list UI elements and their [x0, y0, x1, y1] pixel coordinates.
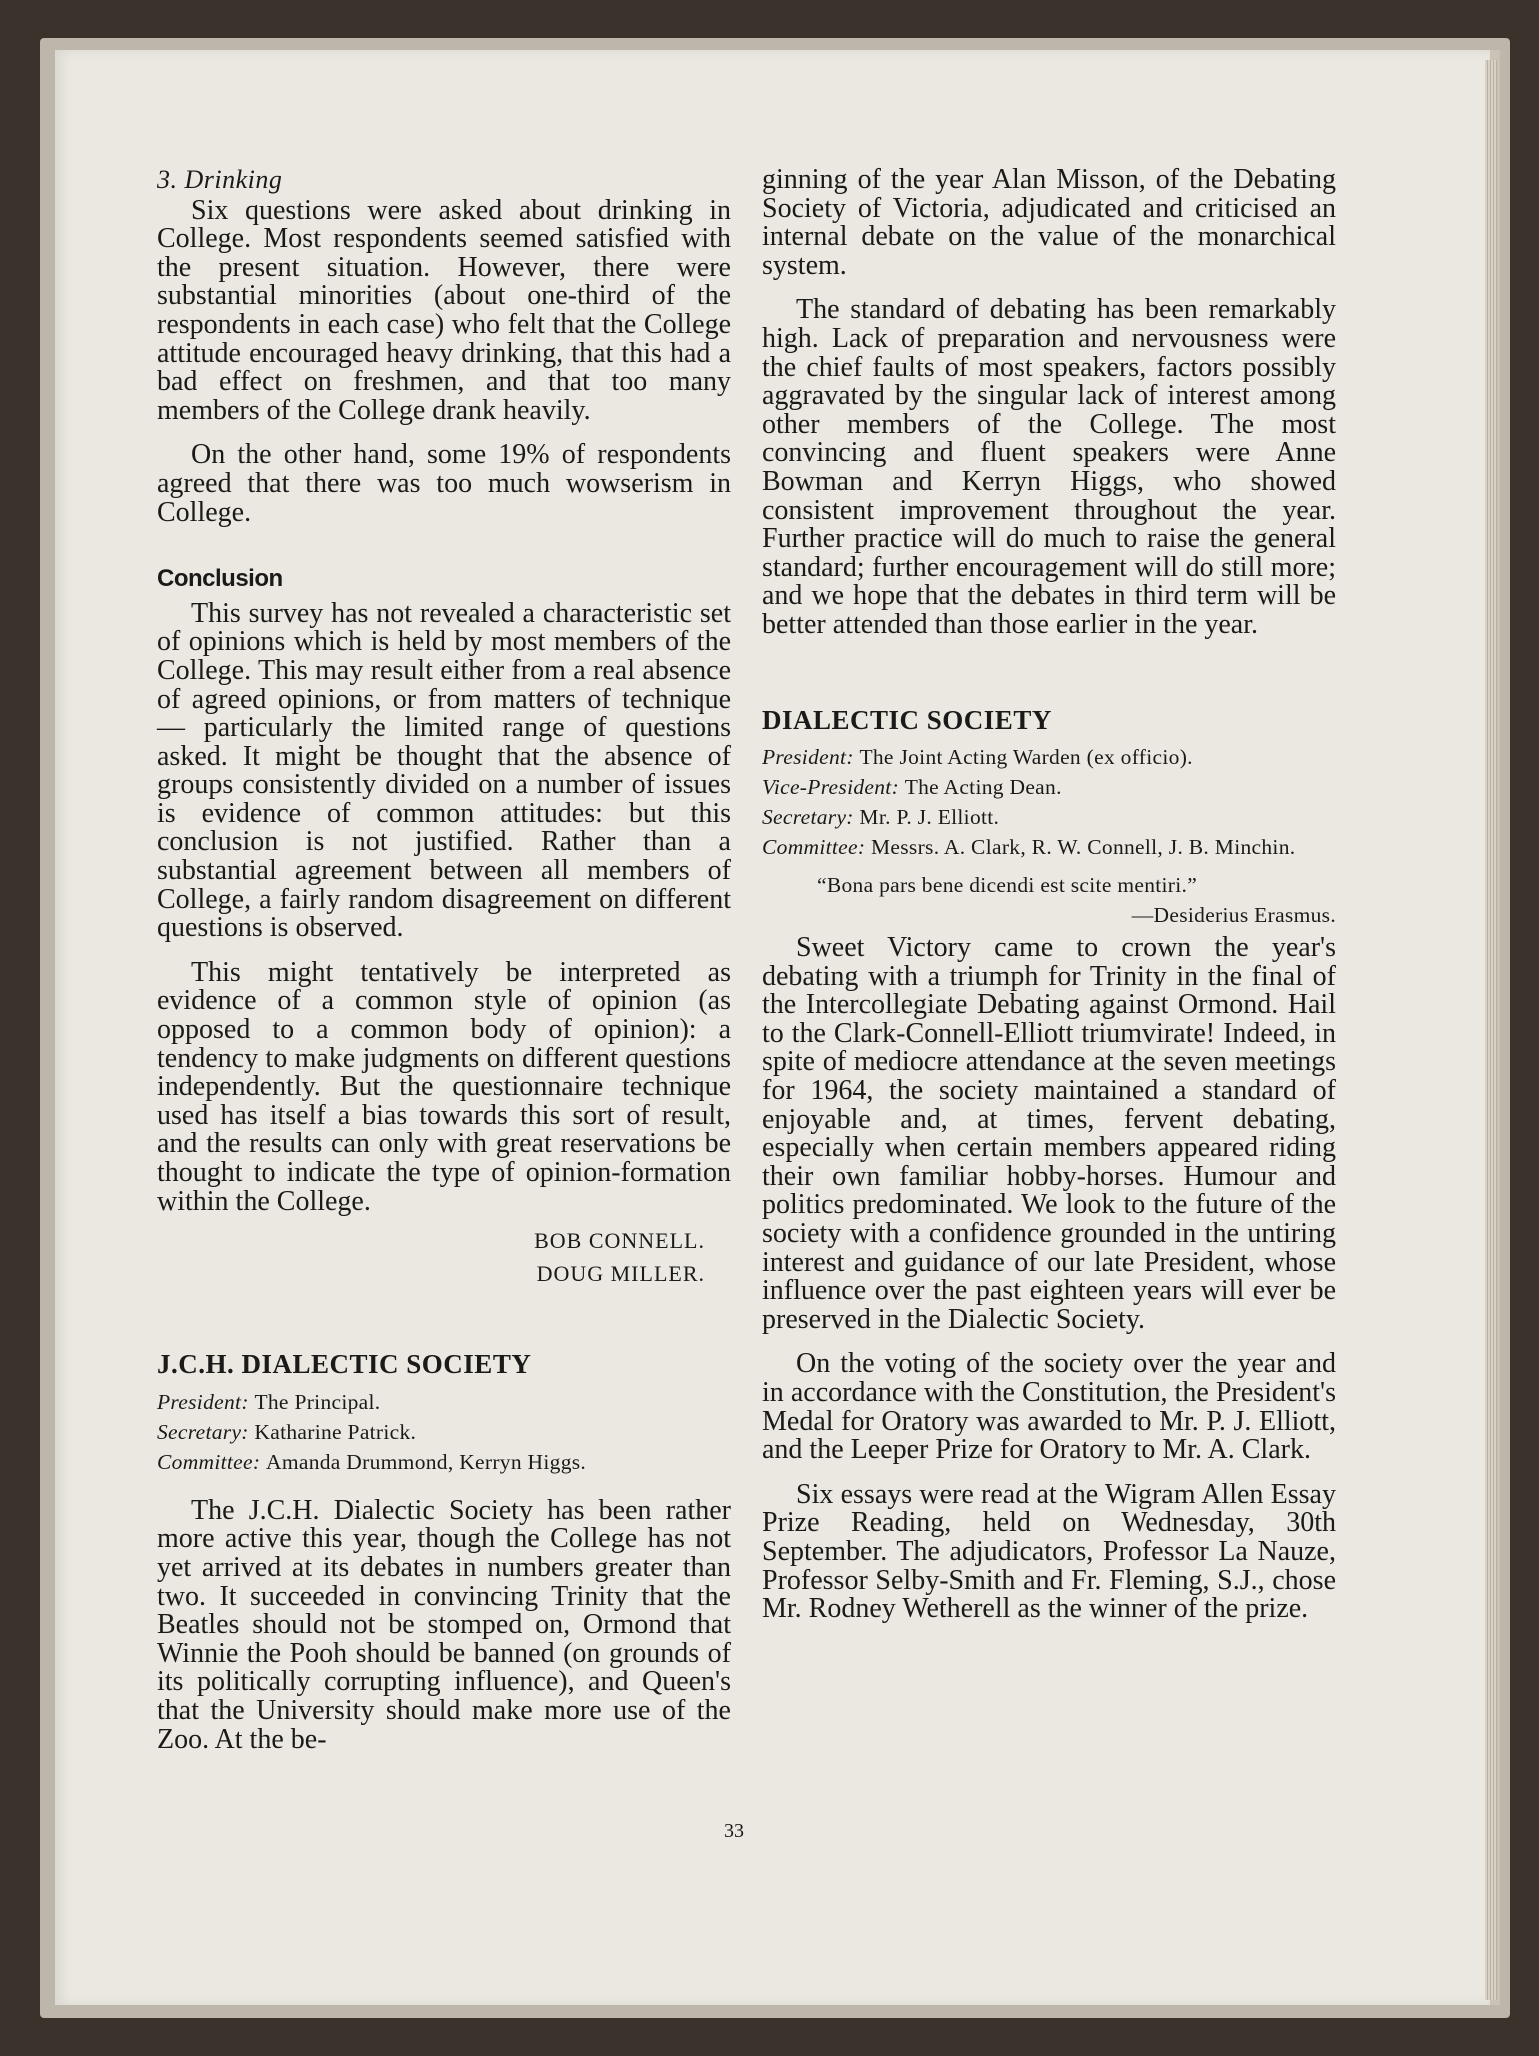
drinking-heading: 3. Drinking: [157, 165, 283, 194]
jch-committee-names: Amanda Drummond, Kerryn Higgs.: [266, 1449, 587, 1474]
conclusion-heading: Conclusion: [157, 565, 283, 593]
dialectic-paragraph-1: Sweet Victory came to crown the year's debating with a triumph for Trinity in the final of the Intercollegiate Debating against Ormond. Hail to the Clark-Connell-Elliott triumvirate! Indeed, in spite of mediocre attendance at the seven meetings for 1964, the society maintained a standard of enjoyable and, at times, fervent debating, especially when certain members appeared riding their own familiar hobby-horses. Humour and politics predominated. We look to the future of the society with a confidence grounded in the untiring interest and guidance of our late President, whose influence over the past eighteen years will ever be preserved in the Dialectic Society.: [762, 932, 1336, 1335]
jch-committee-role: Committee: [157, 1449, 253, 1474]
jch-committee-line: Committee: Amanda Drummond, Kerryn Higgs.: [157, 1449, 587, 1474]
latin-quote: “Bona pars bene dicendi est scite mentiri.”: [817, 873, 1198, 898]
left-column: [157, 166, 731, 1754]
president-role: President: [762, 745, 847, 770]
drinking-paragraph-2: On the other hand, some 19% of respondents agreed that there was too much wowserism in College.: [157, 439, 731, 528]
jch-president-name: The Principal.: [254, 1389, 381, 1414]
jch-president-role: President: [157, 1389, 242, 1414]
vice-president-name: The Acting Dean.: [904, 775, 1062, 800]
jch-secretary-role: Secretary: [157, 1419, 242, 1444]
president-name: The Joint Acting Warden (ex officio).: [859, 745, 1193, 770]
jch-secretary-line: Secretary: Katharine Patrick.: [157, 1419, 417, 1444]
right-column: [762, 166, 1336, 1624]
secretary-role: Secretary: [762, 805, 847, 830]
dialectic-paragraph-2: On the voting of the society over the year and in accordance with the Constitution, the President's Medal for Oratory was awarded to Mr. P. J. Elliott, and the Leeper Prize for Oratory to Mr. A. Clark.: [762, 1348, 1336, 1466]
dialectic-society-heading: DIALECTIC SOCIETY: [762, 704, 1052, 735]
conclusion-paragraph-1: This survey has not revealed a characteristic set of opinions which is held by most members of the College. This may result either from a real absence of agreed opinions, or from matters of technique — particularly the limited range of questions asked. It might be thought that the absence of groups consistently divided on a number of issues is evidence of common attitudes: but this conclusion is not justified. Rather than a substantial agreement between all members of College, a fairly random disagreement on different questions is observed.: [157, 597, 731, 944]
conclusion-paragraph-2: This might tentatively be interpreted as evidence of a common style of opinion (as opposed to a common body of opinion): a tendency to make judgments on different questions independently. But the questionnaire technique used has itself a bias towards this sort of result, and the results can only with great reservations be thought to indicate the type of opinion-formation within the College.: [157, 956, 731, 1217]
secretary-name: Mr. P. J. Elliott.: [859, 805, 1000, 830]
page-number: 33: [724, 1820, 744, 1842]
jch-dialectic-heading: J.C.H. DIALECTIC SOCIETY: [157, 1349, 532, 1380]
signature-connell: BOB CONNELL.: [534, 1228, 705, 1254]
vice-president-role: Vice-President: [762, 775, 892, 800]
committee-role: Committee: [762, 835, 858, 860]
jch-secretary-name: Katharine Patrick.: [254, 1419, 417, 1444]
jch-paragraph-1: The J.C.H. Dialectic Society has been rather more active this year, though the College has not yet arrived at its debates in numbers greater than two. It succeeded in convincing Trinity that the Beatles should not be stomped on, Ormond that Winnie the Pooh should be banned (on grounds of its politically corrupting influence), and Queen's that the University should make more use of the Zoo. At the be-: [157, 1494, 731, 1755]
committee-line: Committee: Messrs. A. Clark, R. W. Connell, J. B. Minchin.: [762, 835, 1296, 860]
jch-paragraph-1-continued: ginning of the year Alan Misson, of the Debating Society of Victoria, adjudicated and criticised an internal debate on the value of the monarchical system.: [762, 164, 1336, 281]
jch-president-line: President: The Principal.: [157, 1389, 381, 1414]
vice-president-line: Vice-President: The Acting Dean.: [762, 775, 1062, 800]
quote-attribution: —Desiderius Erasmus.: [1131, 903, 1336, 928]
drinking-paragraph-1: Six questions were asked about drinking in College. Most respondents seemed satisfied with the present situation. However, there were substantial minorities (about one-third of the respondents in each case) who felt that the College attitude encouraged heavy drinking, that this had a bad effect on freshmen, and that too many members of the College drank heavily.: [157, 194, 731, 426]
secretary-line: Secretary: Mr. P. J. Elliott.: [762, 805, 1000, 830]
dialectic-paragraph-3: Six essays were read at the Wigram Allen Essay Prize Reading, held on Wednesday, 30th September. The adjudicators, Professor La Nauze, Professor Selby-Smith and Fr. Fleming, S.J., chose Mr. Rodney Wetherell as the winner of the prize.: [762, 1478, 1336, 1625]
committee-names: Messrs. A. Clark, R. W. Connell, J. B. Minchin.: [871, 835, 1296, 860]
president-line: President: The Joint Acting Warden (ex officio).: [762, 745, 1193, 770]
jch-paragraph-2: The standard of debating has been remarkably high. Lack of preparation and nervousness were the chief faults of most speakers, factors possibly aggravated by the singular lack of interest among other members of the College. The most convincing and fluent speakers were Anne Bowman and Kerryn Higgs, who showed consistent improvement throughout the year. Further practice will do much to raise the general standard; further encouragement will do still more; and we hope that the debates in third term will be better attended than those earlier in the year.: [762, 294, 1336, 640]
signature-miller: DOUG MILLER.: [536, 1261, 705, 1287]
page-edge: [1485, 60, 1497, 2000]
